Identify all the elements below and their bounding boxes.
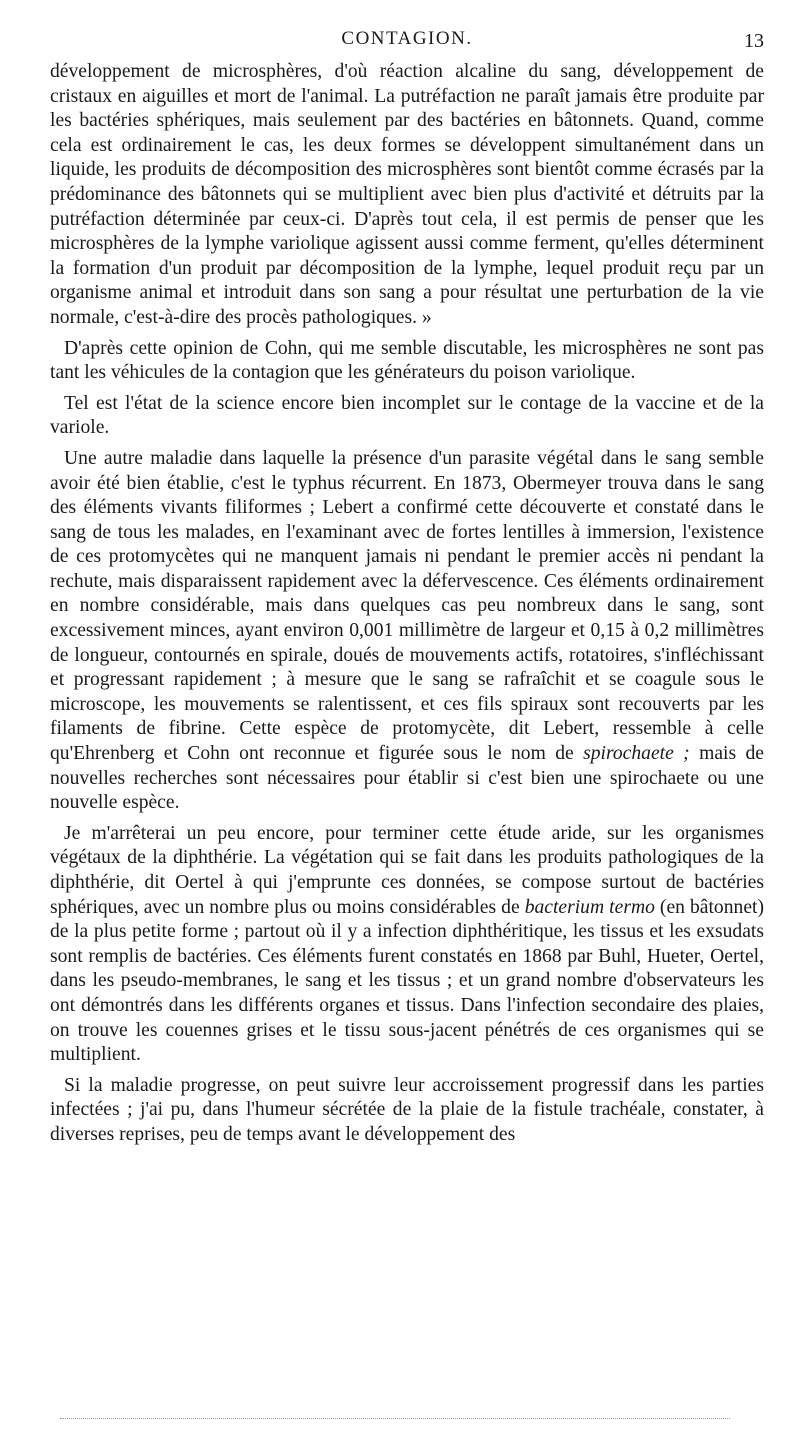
page-number: 13 <box>744 30 764 52</box>
text-segment: développement de microsphères, d'où réaction alcaline du sang, développement de cristaux en aiguilles et mort de l'animal. La putréfaction ne paraît jamais être produite par les bactéries sphériques, mais seulement par des bactéries en bâtonnets. Quand, comme cela est ordinairement le cas, les deux formes se développent simultanément dans un liquide, les produits de décomposition des microsphères sont bientôt comme écrasés par la prédominance des bâtonnets qui se multiplient avec bien plus d'activité et détruits par la putréfaction déterminée par ceux-ci. D'après tout cela, il est permis de penser que les microsphères de la lymphe variolique agissent aussi comme ferment, qu'elles déterminent la formation d'un produit par décomposition de la lymphe, lequel produit reçu par un organisme animal et introduit dans son sang a pour résultat une perturbation de la vie normale, c'est-à-dire des procès pathologiques. » <box>50 61 764 328</box>
paragraph <box>50 822 764 1068</box>
text-segment: (en bâtonnet) de la plus petite forme ; partout où il y a infection diphthéritique, les tissus et les exsudats sont remplis de bactéries. Ces éléments furent constatés en 1868 par Buhl, Hueter, Oertel, dans les pseudo-membranes, le sang et les tissus ; et un grand nombre d'observateurs les ont démontrés dans les différents organes et tissus. Dans l'infection secondaire des plaies, on trouve les couennes grises et le tissu sous-jacent pénétrés de ces organismes qui se multiplient. <box>50 896 764 1066</box>
text-segment: Tel est l'état de la science encore bien incomplet sur le contage de la vaccine et de la variole. <box>50 392 764 439</box>
text-segment: Je m'arrêterai un peu encore, pour terminer cette étude aride, sur les organismes végétaux de la diphthérie. La végétation qui se fait dans les produits pathologiques de la diphthérie, dit Oertel à qui j'emprunte ces données, se compose surtout de bactéries sphériques, avec un nombre plus ou moins considérables de <box>50 822 764 918</box>
text-segment: D'après cette opinion de Cohn, qui me semble discutable, les microsphères ne sont pas tant les véhicules de la contagion que les générateurs du poison variolique. <box>50 337 764 384</box>
body-text <box>50 60 764 1154</box>
italic-term: bacterium termo <box>524 896 655 918</box>
italic-term: spirochaete ; <box>583 743 690 765</box>
text-segment: Si la maladie progresse, on peut suivre leur accroissement progressif dans les parties infectées ; j'ai pu, dans l'humeur sécrétée de la plaie de la fistule trachéale, constater, à diverses reprises, peu de temps avant le développement des <box>50 1074 764 1145</box>
paragraph <box>50 60 764 331</box>
paragraph <box>50 1074 764 1148</box>
page-header <box>50 28 764 58</box>
paragraph <box>50 337 764 386</box>
running-title: CONTAGION. <box>341 28 473 49</box>
text-segment: Une autre maladie dans laquelle la présence d'un parasite végétal dans le sang semble avoir été bien établie, c'est le typhus récurrent. En 1873, Obermeyer trouva dans le sang des éléments vivants filiformes ; Lebert a confirmé cette découverte et constaté dans le sang de tous les malades, en l'examinant avec de fortes lentilles à immersion, l'existence de ces protomycètes qui ne manquent jamais ni pendant le premier accès ni pendant la rechute, mais disparaissent rapidement avec la défervescence. Ces éléments ordinairement en nombre considérable, mais dans quelques cas peu nombreux dans le sang, sont excessivement minces, ayant environ 0,001 millimètre de largeur et 0,15 à 0,2 millimètres de longueur, contournés en spirale, doués de mouvements actifs, rotatoires, s'infléchissant et progressant rapidement ; à mesure que le sang se rafraîchit et se coagule sous le microscope, les mouvements se ralentissent, et ces fils spiraux sont recouverts par les filaments de fibrine. Cette espèce de protomycète, dit Lebert, ressemble à celle qu'Ehrenberg et Cohn ont reconnue et figurée sous le nom de <box>50 447 764 765</box>
text-segment: mais de nouvelles recherches sont nécessaires pour établir si c'est bien une spirochaete ou une nouvelle espèce. <box>50 743 764 814</box>
paragraph <box>50 447 764 816</box>
footer-rule <box>60 1418 730 1419</box>
paragraph <box>50 392 764 441</box>
